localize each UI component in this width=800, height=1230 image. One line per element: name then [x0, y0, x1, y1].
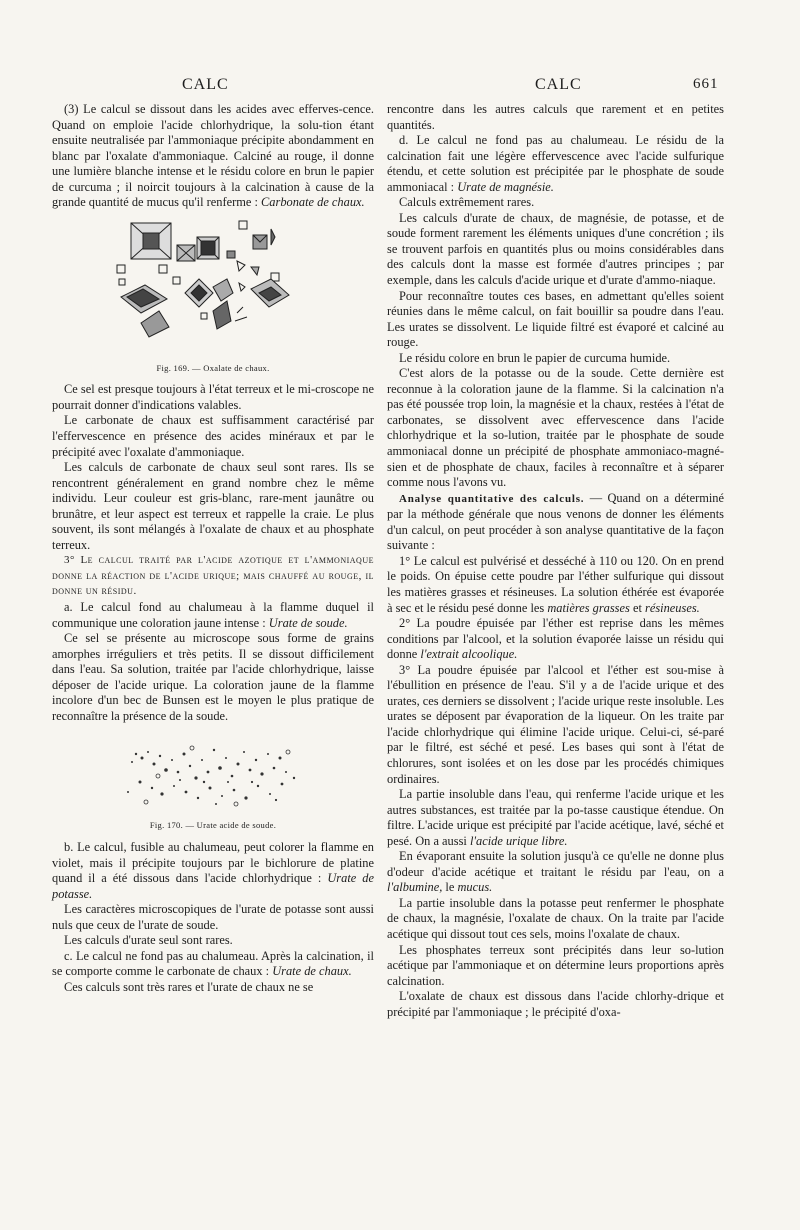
paragraph: 3° La poudre épuisée par l'alcool et l'éther est sou-mise à l'ébullition en présence de l'eau. S'il y a de l'acide urique et des urates, ces derniers se dissolvent ; l'acide urique reste insoluble. Les urates se déposent par évaporation de la liqueur. On les traite par l'acide chlorhydrique qui élimine l'acide urique. Celui-ci, sé-paré par le filtré, est séché et pesé. Les bases qui sont à l'état de chlorures, sont isolées et on les dose par les procédés chimiques ordinaires. — [387, 662, 724, 786]
paragraph: L'oxalate de chaux est dissous dans l'acide chlorhy-drique et précipité par l'ammoniaque ; le précipité d'oxa- — [387, 989, 724, 1019]
page-header — [0, 76, 800, 100]
figure-urate-soude — [52, 742, 374, 834]
paragraph: Les calculs de carbonate de chaux seul sont rares. Ils se rencontrent généralement en grand nombre chez le même individu. Leur couleur est gris-blanc, rare-ment jaunâtre ou brunâtre, et leur aspect est terreux et rappelle la craie. Le plus souvent, ils sont mélangés à l'oxalate de chaux et au phosphate terreux. — [52, 460, 374, 552]
paragraph: Calculs extrêmement rares. — [399, 195, 535, 210]
section-heading: Analyse quantitative des calculs. — [399, 492, 585, 505]
left-column — [52, 102, 374, 995]
running-head-right: CALC — [535, 76, 582, 93]
paragraph: d. Le calcul ne fond pas au chalumeau. Le résidu de la calcination fait une légère effervescence avec l'acide sulfurique étendu, et cette solution est précipitée par le phosphate de soude ammoniacal : Urate de magnésie. — [387, 133, 724, 194]
paragraph: a. Le calcul fond au chalumeau à la flamme duquel il communique une coloration jaune intense : Urate de soude. — [52, 600, 374, 630]
paragraph: Ce sel se présente au microscope sous forme de grains amorphes irréguliers et très petits. Il se dissout difficilement dans l'eau. Sa solution, traitée par l'acide chlorhydrique, laisse déposer de l'acide urique. La coloration jaune de la flamme incolore d'un bec de Bunsen est le moyen le plus pratique de reconnaître la présence de la soude. — [52, 631, 374, 723]
paragraph: Ce sel est presque toujours à l'état terreux et le mi-croscope ne pourrait donner d'indications valables. — [52, 382, 374, 412]
paragraph: Pour reconnaître toutes ces bases, en admettant qu'elles soient réunies dans le même calcul, on fait bouillir sa poudre dans l'eau. Les urates se dissolvent. Le liquide filtré est évaporé et calciné au rouge. — [387, 288, 724, 350]
running-head-left: CALC — [182, 76, 229, 93]
page-number: 661 — [693, 76, 719, 92]
section-heading: 3° Le calcul traité par l'acide azotique et l'ammoniaque donne la réaction de l'acide urique; mais chauffé au rouge, il donne un résidu. — [52, 554, 374, 598]
paragraph: Ces calculs sont très rares et l'urate de chaux ne se — [64, 979, 314, 994]
paragraph: c. Le calcul ne fond pas au chalumeau. Après la calcination, il se comporte comme le carbonate de chaux : Urate de chaux. — [52, 948, 374, 979]
oxalate-crystals-illustration — [113, 217, 313, 357]
right-column — [387, 102, 724, 1020]
paragraph: Analyse quantitative des calculs. — Quand on a déterminé par la méthode générale que nous venons de donner les éléments d'un calcul, on peut procéder à son analyse quantitative de la façon suivante : — [387, 490, 724, 553]
paragraph: (3) Le calcul se dissout dans les acides avec efferves-cence. Quand on emploie l'acide chlorhydrique, la solu-tion étant ensuite neutralisée par l'ammoniaque précipite abondamment en blanc par l'oxalate d'ammoniaque. Calciné au rouge, il donne une lumière blanche intense et le résidu colore en brun le papier de curcuma ; il noircit toujours à la calcination à cause de la grande quantité de mucus qu'il renferme : Carbonate de chaux. — [52, 102, 374, 210]
paragraph: C'est alors de la potasse ou de la soude. Cette dernière est reconnue à la coloration jaune de la flamme. Si la calcination n'a pas été poussée trop loin, la magnésie et la chaux, restées à l'état de carbonates, se dissolvent avec effervescence dans l'acide chlorhydrique et la so-lution, traitée par le phosphate de soude ammoniacal donne un précipité de phosphate ammoniaco-magné-sien et de phosphate de chaux, faciles à reconnaître et à séparer comme nous l'avons vu. — [387, 366, 724, 490]
paragraph: Les phosphates terreux sont précipités dans leur so-lution acétique par l'ammoniaque et on détermine leurs proportions après calcination. — [387, 942, 724, 988]
figure-oxalate-crystals — [52, 217, 374, 377]
paragraph: rencontre dans les autres calculs que rarement et en petites quantités. — [387, 102, 724, 132]
paragraph: En évaporant ensuite la solution jusqu'à ce qu'elle ne donne plus d'odeur d'acide acétique et traitant le résidu par l'eau, on a l'albumine, le mucus. — [387, 849, 724, 895]
paragraph: La partie insoluble dans la potasse peut renfermer le phosphate de chaux, la magnésie, l'oxalate de chaux. On la traite par l'acide acétique qui dissout tout ces sels, moins l'oxalate de chaux. — [387, 895, 724, 941]
urate-grains-illustration — [118, 742, 308, 814]
paragraph: 1° Le calcul est pulvérisé et desséché à 110 ou 120. On en prend le poids. On épuise cette poudre par l'éther sulfurique qui dissout les matières grasses et résineuses. La solution éthérée est évaporée à sec et le résidu pesé donne les matières grasses et résineuses. — [387, 553, 724, 615]
paragraph: La partie insoluble dans l'eau, qui renferme l'acide urique et les autres substances, est traitée par la po-tasse caustique étendue. On filtre. L'acide urique est précipité par l'acide acétique, lavé, séché et pesé. On a aussi l'acide urique libre. — [387, 787, 724, 848]
figure-caption: Fig. 170. — Urate acide de soude. — [149, 820, 277, 831]
paragraph: Les calculs d'urate seul sont rares. — [64, 933, 233, 948]
paragraph: b. Le calcul, fusible au chalumeau, peut colorer la flamme en violet, mais il précipite toujours par le bichlorure de platine quand il a été dissous dans l'acide chlorhydrique : Urate de potasse. — [52, 839, 374, 901]
paragraph: Les caractères microscopiques de l'urate de potasse sont aussi nuls que ceux de l'urate de soude. — [52, 902, 374, 932]
figure-caption: Fig. 169. — Oxalate de chaux. — [156, 362, 270, 373]
paragraph: 2° La poudre épuisée par l'éther est reprise dans les mêmes conditions par l'alcool, et la solution évaporée laisse un résidu qui donne l'extrait alcoolique. — [387, 616, 724, 662]
paragraph: Le résidu colore en brun le papier de curcuma humide. — [399, 350, 671, 365]
paragraph: Le carbonate de chaux est suffisamment caractérisé par l'effervescence en présence des acides minéraux et par le précipité avec l'oxalate d'ammoniaque. — [52, 413, 374, 459]
paragraph: Les calculs d'urate de chaux, de magnésie, de potasse, et de soude forment rarement les éléments uniques d'une concrétion ; ils se trouvent parfois en quantités plus ou moins considérables dans des calculs dont la masse est formée d'autres principes ; par exemple, dans les calculs d'acide urique et d'urate d'ammo-niaque. — [387, 210, 724, 288]
